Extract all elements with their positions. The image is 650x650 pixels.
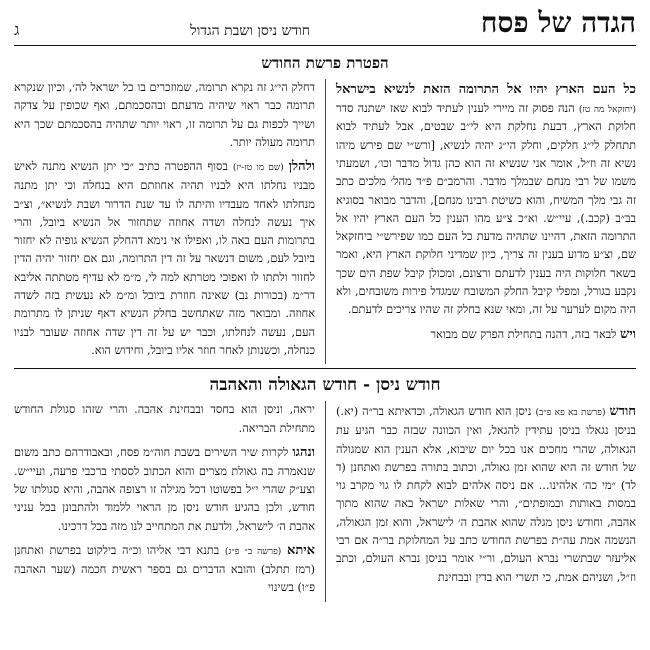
section2-right-column bbox=[325, 401, 636, 601]
source-ref: (פרשה ב״ פ״ג) bbox=[224, 547, 282, 558]
running-header bbox=[14, 6, 636, 46]
paragraph-text: בתנא דבי אליהו וכ״ה בילקוט בפרשת ואתחנן (רמז תתלב) והובא הדברים גם בספר ראשית חכמה (שער האהבה פ״ו) בשינוי bbox=[14, 544, 315, 595]
source-ref: (שם מו טז-יז) bbox=[232, 163, 284, 174]
section2-left-column bbox=[14, 401, 325, 601]
paragraph bbox=[336, 401, 636, 587]
section2-columns bbox=[14, 401, 636, 601]
paragraph-text: הנה פסוק זה מיירי לענין לעתיד לבוא שאז ישתנה סדר חלוקת הארץ, דבעת נחלקת היא לי״ב שבטים, אבל לעתיד לבוא תתחלק לי״ג חלקים, וחלק הי״ג יהיה לנשיא, [ורש״י שם פירש מיהו נשיא זה וז״ל, אומר אני שנשיא זה הוא כהן גדול מדבר וכו׳, ושמעתי משמו של רבי מנחם שבמלך מדבר. והרמב״ם פ״ד מהל׳ מלכים כתב זה גבי מלך המשיח, והוא כשיטת רבינו מנחם], והדבר מבואר בסוגיא בב״ב (קכב.), עיי״ש. וא״כ צ״ע מהו הענין כל העם הארץ יהיו אל התרומה הזאת, דהיינו שתהיה מדעת כל העם כמו שפירש״י ביחזקאל שם, וצ״ע מדוע בענין זה צריך, כיון שמדיני חלוקת הארץ היא, ואמר בשאר חלוקות היה בענין לדעתם ורצונם, ומכולן קיבל שפת הים שכך נקבע בגורל, ומפלי קיבל החלק המשובח שמגדל פירות משובחים, ולא היה מקום לערער על זה, ומאי שנא בחלק זה שהיו צריכים לדעתם. bbox=[336, 102, 636, 317]
paragraph-text: לבאר בזה, דהנה בתחילת הפרק שם מבואר bbox=[430, 327, 617, 341]
paragraph-text: לקרות שיר השירים בשבת חוה״מ פסח, ובאבודרהם כתב משום שנאמרה בה גאולת מצרים והוא הכתוב לססתי ברכבי פרעה, ועיי״ש. וצע״ק שהרי י״ל בפשוטו דכל מגילה זו רצופה אהבה, והיא סגולתו של חודש, ולכן בהגיע חודש ניסן מן הראוי ללמוד ולהתבונן בכל עניני אהבת ה׳ לישראל, ולדעת את המתחייב לנו מזה בכל דרכינו. bbox=[14, 445, 315, 533]
paragraph-lead: ויש bbox=[620, 326, 636, 342]
paragraph-lead: חודש bbox=[609, 404, 636, 420]
paragraph bbox=[14, 442, 315, 536]
paragraph-text: בסוף ההפטרה כתיב ״כי יתן הנשיא מתנה לאיש מבניו נחלתו היא לבניו תהיה אחוזתם היא בנחלה וכי יתן מתנה מנחלתו לאחד מעבדיו והיתה לו עד שנת הדרור ושבת לנשיא״, וצ״ב איך נעשה לנחלה ושדה אחוזה שתחזור אל הנשיא ביובל, והרי בתרומות העם באה לו, ואפילו אי נימא דהחלק הנשיא גופיה לא יחזור ביובל לעם, משום דנשאר על זה דין התרומה, וגם אם יחזור יהיה הדין לחזור ולתתו לו ואפוכי מטרתא למה לי, מ״מ לא עדיף מטתתה אליבא דר״מ (בכורות נב) שאינה חוזרת ביובל ומ״מ לא נעשית בזה לשדה אחוזה. ומבואר מזה שאתחשב בחלק הנשיא דאף שניתן לו מתרומת העם, נעשה לנחלתו, וכבר יש על זה דין שדה אחוזה שעובר לבניו כנחלה, וכשנותן לאחר חוזר אליו ביובל, וחידוש הוא. bbox=[14, 160, 315, 357]
paragraph-lead: כל העם הארץ יהיו אל התרומה הזאת לנשיא בישראל bbox=[336, 82, 636, 97]
source-ref: (פרשת בא פא פ״ב) bbox=[535, 408, 606, 419]
paragraph bbox=[14, 540, 315, 598]
paragraph-text: יראה, וניסן הוא בחסד ובבחינת אהבה. והרי שזהו סגולת החודש מתחילת הבריאה. bbox=[14, 403, 315, 435]
section1-columns bbox=[14, 79, 636, 364]
paragraph bbox=[14, 401, 315, 438]
source-ref: (יחזקאל מה טז) bbox=[578, 105, 636, 116]
paragraph-text: ניסן הוא חודש הגאולה, וכדאיתא בר״ה (יא.) בניסן נגאלו בניסן עתידין להגאל, ואין הכוונה שבזה כבר הגיע עת הגאולה, שהרי מחכים אנו בכל יום שיבוא, אלא הענין הוא שמגולה של חודש זה היא שהוא זמן גאולה, וכתוב בתורה בפרשת ואתחנן (ד לד) ״מי כה׳ אלהינו... אם ניסה אלהים לבוא לקחת לו גוי מקרב גוי במסות באותות ובמופתים״, והרי שאלות ישראל באה שהוא מתוך אהבה, וחודש ניסן מגלה שהוא אהבת ה׳ לישראל, והוא זמן הגאולה, הנשמה אמת עה״ת בפרשת החודש כתב על המחלוקת בר״ה אם רבי אליעזר שבתשרי נברא העולם, ור״י אומר בניסן נברא העולם, וכתב וז״ל, ושניהם אמת, כי תשרי הוא בדין ובבחינת bbox=[336, 405, 636, 584]
header-subtitle: חודש ניסן ושבת הגדול bbox=[190, 23, 311, 39]
paragraph bbox=[336, 79, 636, 320]
paragraph-text: דחלק הי״ג זה נקרא תרומה, שמוזכרים בו כל ישראל לה׳, וכיון שנקרא תרומה כבר ראוי שיהיה מדעתם ובהסכמתם, ואף שכופין על צדקה ושייך לכפות גם על תרומה זו, ראוי יותר שתהיה בהסכמתם שכך היא תרומה מעולה יותר. bbox=[14, 81, 315, 149]
section-title-nissan: חודש ניסן - חודש הגאולה והאהבה bbox=[14, 368, 636, 395]
paragraph-lead: איתא bbox=[286, 543, 315, 559]
haggadah-title: הגדה של פסח bbox=[480, 6, 636, 39]
page-number: ג bbox=[14, 20, 20, 39]
paragraph bbox=[14, 79, 315, 152]
paragraph bbox=[14, 156, 315, 360]
paragraph-lead: ונהגו bbox=[292, 444, 315, 460]
section-title-haftarah: הפטרת פרשת החודש bbox=[261, 54, 389, 72]
section1-right-column bbox=[325, 79, 636, 364]
paragraph bbox=[336, 324, 636, 345]
section1-left-column bbox=[14, 79, 325, 364]
paragraph-lead: ולהלן bbox=[288, 159, 315, 175]
